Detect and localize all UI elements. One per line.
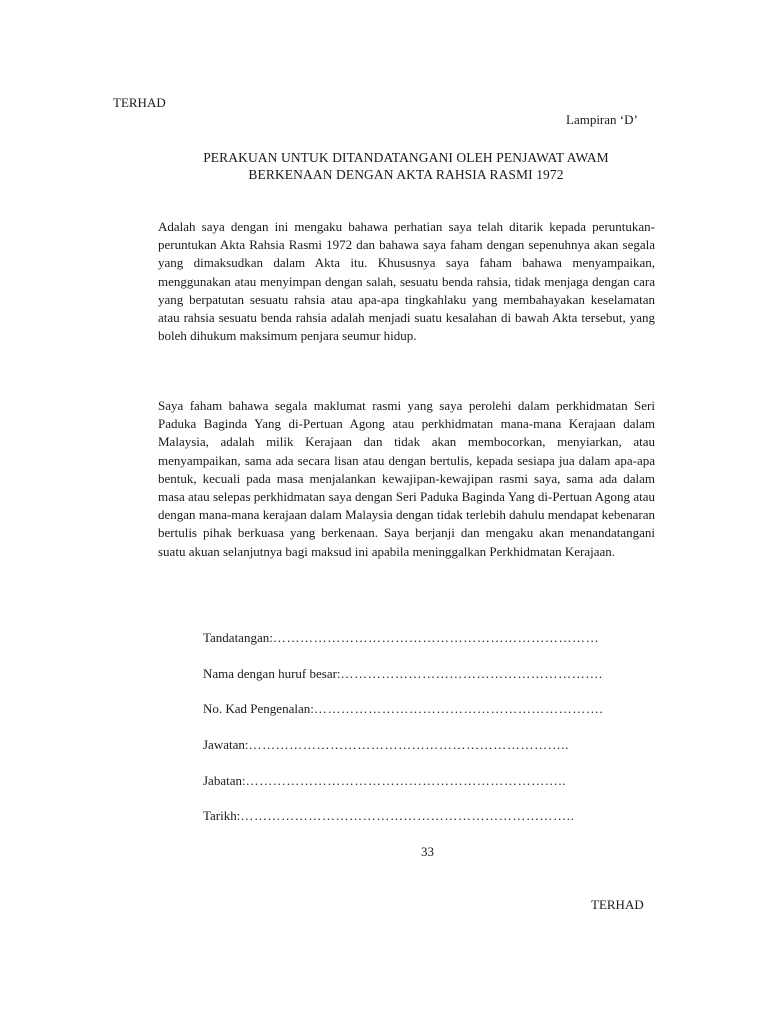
ic-number-dots: ………………………………………………………. xyxy=(313,701,604,716)
ic-number-field[interactable] xyxy=(203,701,658,717)
declaration-paragraph-2: Saya faham bahawa segala maklumat rasmi yang saya perolehi dalam perkhidmatan Seri Paduka Baginda Yang di-Pertuan Agong atau perkhidmatan mana-mana Kerajaan dalam Malaysia, adalah milik Kerajaan dan tidak akan membocorkan, menyiarkan, atau menyampaikan, sama ada secara lisan atau dengan bertulis, kepada sesiapa jua dalam apa-apa bentuk, kecuali pada masa menjalankan kewajipan-kewajipan rasmi saya, sama ada dalam masa atau selepas perkhidmatan saya dengan Seri Paduka Baginda Yang di-Pertuan Agong atau dengan mana-mana kerajaan dalam Malaysia dengan tidak terlebih dahulu mendapat kebenaran bertulis pihak berkuasa yang berkenaan. Saya berjanji dan mengaku akan menandatangani suatu akuan selanjutnya bagi maksud ini apabila meninggalkan Perkhidmatan Kerajaan. xyxy=(158,398,655,559)
department-dots: …………………………………………………………….. xyxy=(245,773,567,788)
page-number: 33 xyxy=(421,844,434,859)
declaration-paragraph-1: Adalah saya dengan ini mengaku bahawa perhatian saya telah ditarik kepada peruntukan-peruntukan Akta Rahsia Rasmi 1972 dan bahawa saya faham dengan sepenuhnya akan segala yang dimaksudkan dalam Akta itu. Khususnya saya faham bahawa menyampaikan, menggunakan atau menyimpan dengan salah, sesuatu benda rahsia, tidak menjaga dengan cara yang berpatutan sesuatu rahsia atau apa-apa tingkahlaku yang membahayakan keselamatan atau rahsia sesuatu benda rahsia adalah menjadi suatu kesalahan di bawah Akta tersebut, yang boleh dihukum maksimum penjara seumur hidup. xyxy=(158,219,655,344)
signature-dots: ……………………………………………………………… xyxy=(272,630,600,645)
position-label: Jawatan: xyxy=(203,737,249,752)
date-field[interactable] xyxy=(203,808,658,824)
name-field[interactable] xyxy=(203,666,658,682)
name-label: Nama dengan huruf besar: xyxy=(203,666,341,681)
position-field[interactable] xyxy=(203,737,658,753)
signature-label: Tandatangan: xyxy=(203,630,273,645)
classification-footer: TERHAD xyxy=(591,897,644,912)
name-dots: …………………………………………………. xyxy=(340,666,603,681)
date-dots: ……………………………………………………………….. xyxy=(240,808,575,823)
department-label: Jabatan: xyxy=(203,773,246,788)
document-title-line-1: PERAKUAN UNTUK DITANDATANGANI OLEH PENJAWAT AWAM xyxy=(203,150,609,165)
signature-field[interactable] xyxy=(203,630,658,646)
date-label: Tarikh: xyxy=(203,808,241,823)
document-title-line-2: BERKENAAN DENGAN AKTA RAHSIA RASMI 1972 xyxy=(248,167,564,182)
department-field[interactable] xyxy=(203,773,658,789)
ic-number-label: No. Kad Pengenalan: xyxy=(203,701,314,716)
classification-header: TERHAD xyxy=(113,95,166,110)
appendix-label: Lampiran ‘D’ xyxy=(566,112,638,127)
position-dots: …………………………………………………………….. xyxy=(248,737,569,752)
